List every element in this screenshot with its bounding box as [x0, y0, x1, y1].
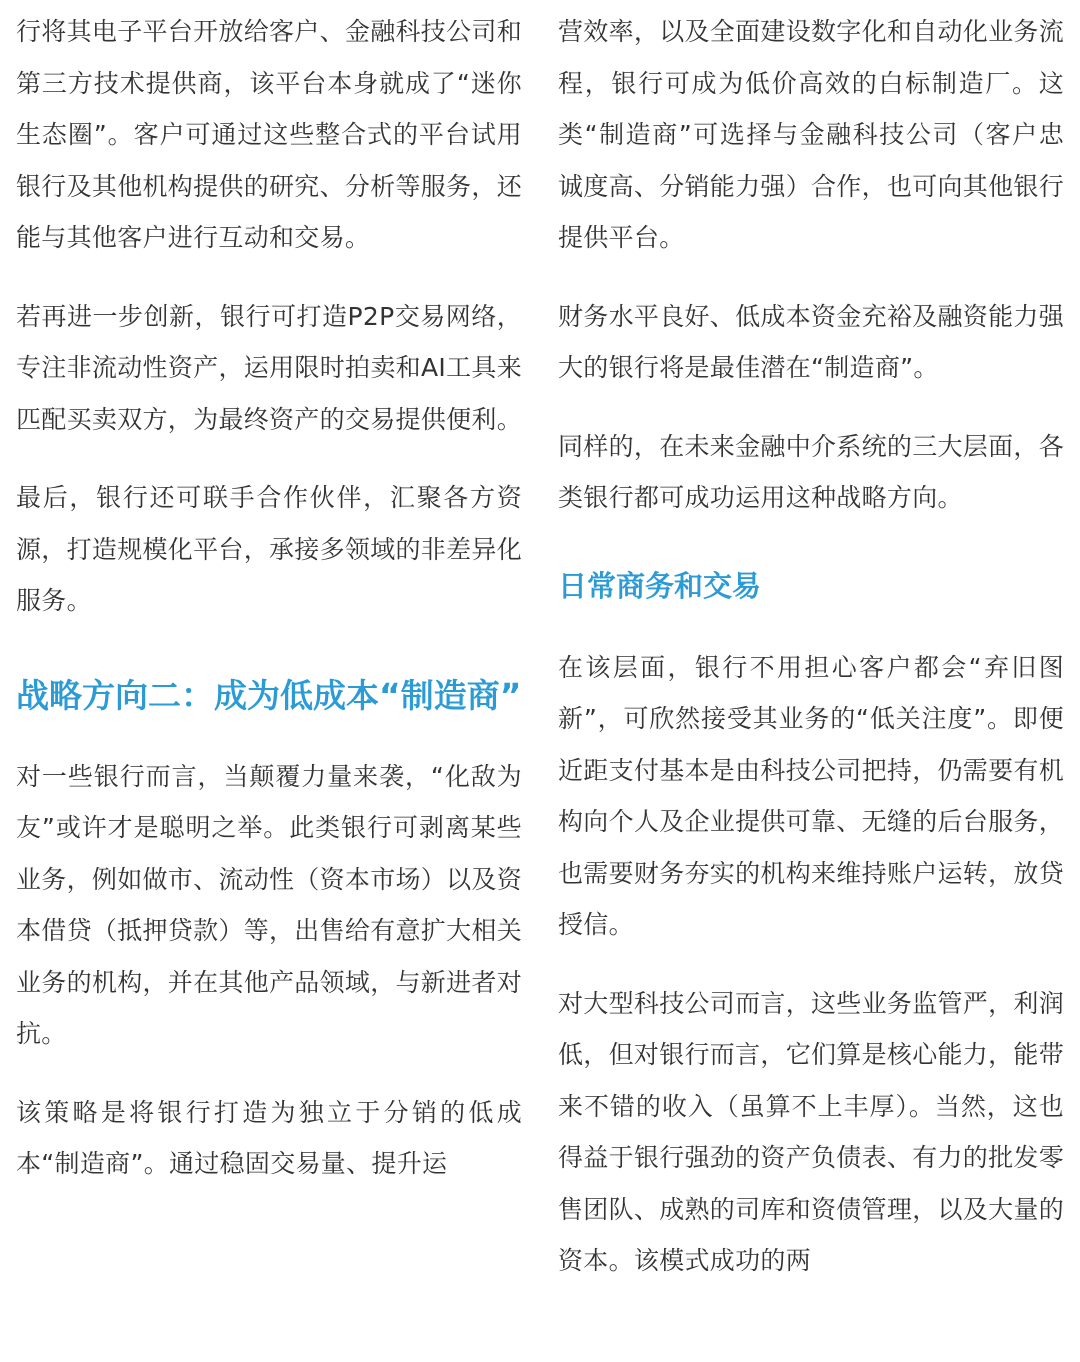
right-paragraph-1: 营效率，以及全面建设数字化和自动化业务流程，银行可成为低价高效的白标制造厂。这类“制造商”可选择与金融科技公司（客户忠诚度高、分销能力强）合作，也可向其他银行提供平台。 — [558, 17, 1065, 252]
left-column — [16, 0, 522, 1190]
right-column — [558, 0, 1064, 1287]
left-paragraph-4: 对一些银行而言，当颠覆力量来袭，“化敌为友”或许才是聪明之举。此类银行可剥离某些业务，例如做市、流动性（资本市场）以及资本借贷（抵押贷款）等，出售给有意扩大相关业务的机构，并在其他产品领域，与新进者对抗。 — [16, 761, 523, 1048]
section-heading-strategy-2: 战略方向二：成为低成本“制造商” — [16, 675, 522, 715]
section-heading-daily-business: 日常商务和交易 — [558, 568, 762, 603]
left-paragraph-3: 最后，银行还可联手合作伙伴，汇聚各方资源，打造规模化平台，承接多领域的非差异化服务。 — [16, 483, 523, 615]
left-paragraph-2: 若再进一步创新，银行可打造P2P交易网络，专注非流动性资产，运用限时拍卖和AI工具来匹配买卖双方，为最终资产的交易提供便利。 — [16, 301, 523, 434]
right-paragraph-5: 对大型科技公司而言，这些业务监管严，利润低，但对银行而言，它们算是核心能力，能带来不错的收入（虽算不上丰厚）。当然，这也得益于银行强劲的资产负债表、有力的批发零售团队、成熟的司库和资债管理，以及大量的资本。该模式成功的两 — [558, 988, 1065, 1275]
right-paragraph-3: 同样的，在未来金融中介系统的三大层面，各类银行都可成功运用这种战略方向。 — [558, 431, 1065, 512]
right-paragraph-2: 财务水平良好、低成本资金充裕及融资能力强大的银行将是最佳潜在“制造商”。 — [558, 301, 1065, 382]
left-paragraph-5: 该策略是将银行打造为独立于分销的低成本“制造商”。通过稳固交易量、提升运 — [16, 1097, 522, 1178]
right-paragraph-4: 在该层面，银行不用担心客户都会“弃旧图新”，可欣然接受其业务的“低关注度”。即便近距支付基本是由科技公司把持，仍需要有机构向个人及企业提供可靠、无缝的后台服务，也需要财务夯实的机构来维持账户运转，放贷授信。 — [558, 652, 1065, 939]
left-paragraph-1: 行将其电子平台开放给客户、金融科技公司和第三方技术提供商，该平台本身就成了“迷你生态圈”。客户可通过这些整合式的平台试用银行及其他机构提供的研究、分析等服务，还能与其他客户进行互动和交易。 — [16, 17, 523, 252]
